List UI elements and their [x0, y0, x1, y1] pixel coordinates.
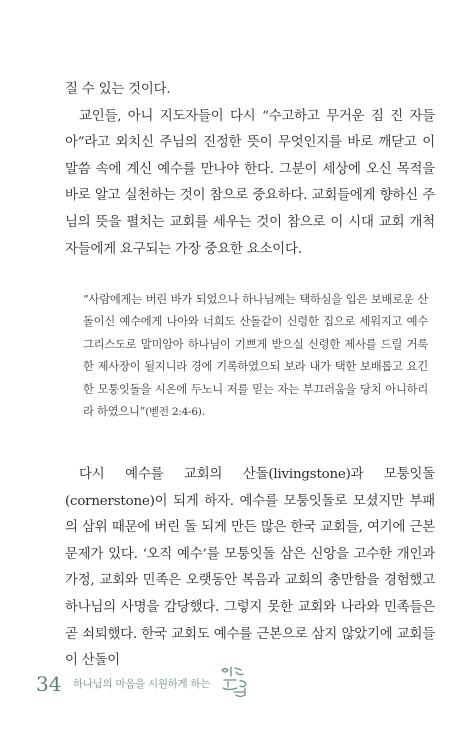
body-text-lower — [65, 462, 435, 675]
page-number: 34 — [36, 672, 62, 696]
quote-citation: (벧전 2:4-6). — [145, 406, 205, 419]
running-title: 하나님의 마음을 시원하게 하는 — [73, 678, 211, 690]
paragraph: 다시 예수를 교회의 산돌(livingstone)과 모퉁잇돌(cornerstone)이 되게 하자. 예수를 모퉁잇돌로 모셨지만 부패의 삼위 때문에 버린 돌 되게 만든 많은 한국 교회들, 여기에 근본 문제가 있다. ‘오직 예수’를 모퉁잇돌 삼은 신앙을 고수한 개인과 가정, 교회와 민족은 오랫동안 복음과 교회의 충만함을 경험했고 하나님의 사명을 감당했다. 그렇지 못한 교회와 나라와 민족들은 곧 쇠퇴했다. 한국 교회도 예수를 근본으로 삼지 않았기에 교회들이 산돌이 — [65, 467, 435, 669]
paragraph: 교인들, 아니 지도자들이 다시 “수고하고 무거운 짐 진 자들아”라고 외치신 주님의 진정한 뜻이 무엇인지를 바로 깨닫고 이 말씀 속에 계신 예수를 만나야 한다. 그분이 세상에 오신 목적을 바로 알고 실천하는 것이 참으로 중요하다. 교회들에게 향하신 주님의 뜻을 펼치는 교회를 세우는 것이 참으로 이 시대 교회 개척자들에게 요구되는 가장 중요한 요소이다. — [65, 108, 435, 257]
book-logo — [214, 664, 254, 700]
paragraph-continuation: 질 수 있는 것이다. — [65, 82, 171, 97]
body-text-upper — [65, 77, 435, 263]
scripture-quote — [83, 289, 428, 423]
quote-text: “사람에게는 버린 바가 되었으나 하나님께는 택하심을 입은 보배로운 산돌이신 예수에게 나아와 너희도 산돌같이 신령한 집으로 세워지고 예수 그리스도로 말미암아 하나님이 기쁘게 받으실 신령한 제사를 드릴 거룩한 제사장이 될지니라 경에 기록하였으되 보라 내가 택한 보배롭고 요긴한 모퉁잇돌을 시온에 두노니 저를 믿는 자는 부끄러움을 당치 아니하리라 하였으니” — [83, 293, 428, 419]
page-footer — [36, 664, 436, 704]
